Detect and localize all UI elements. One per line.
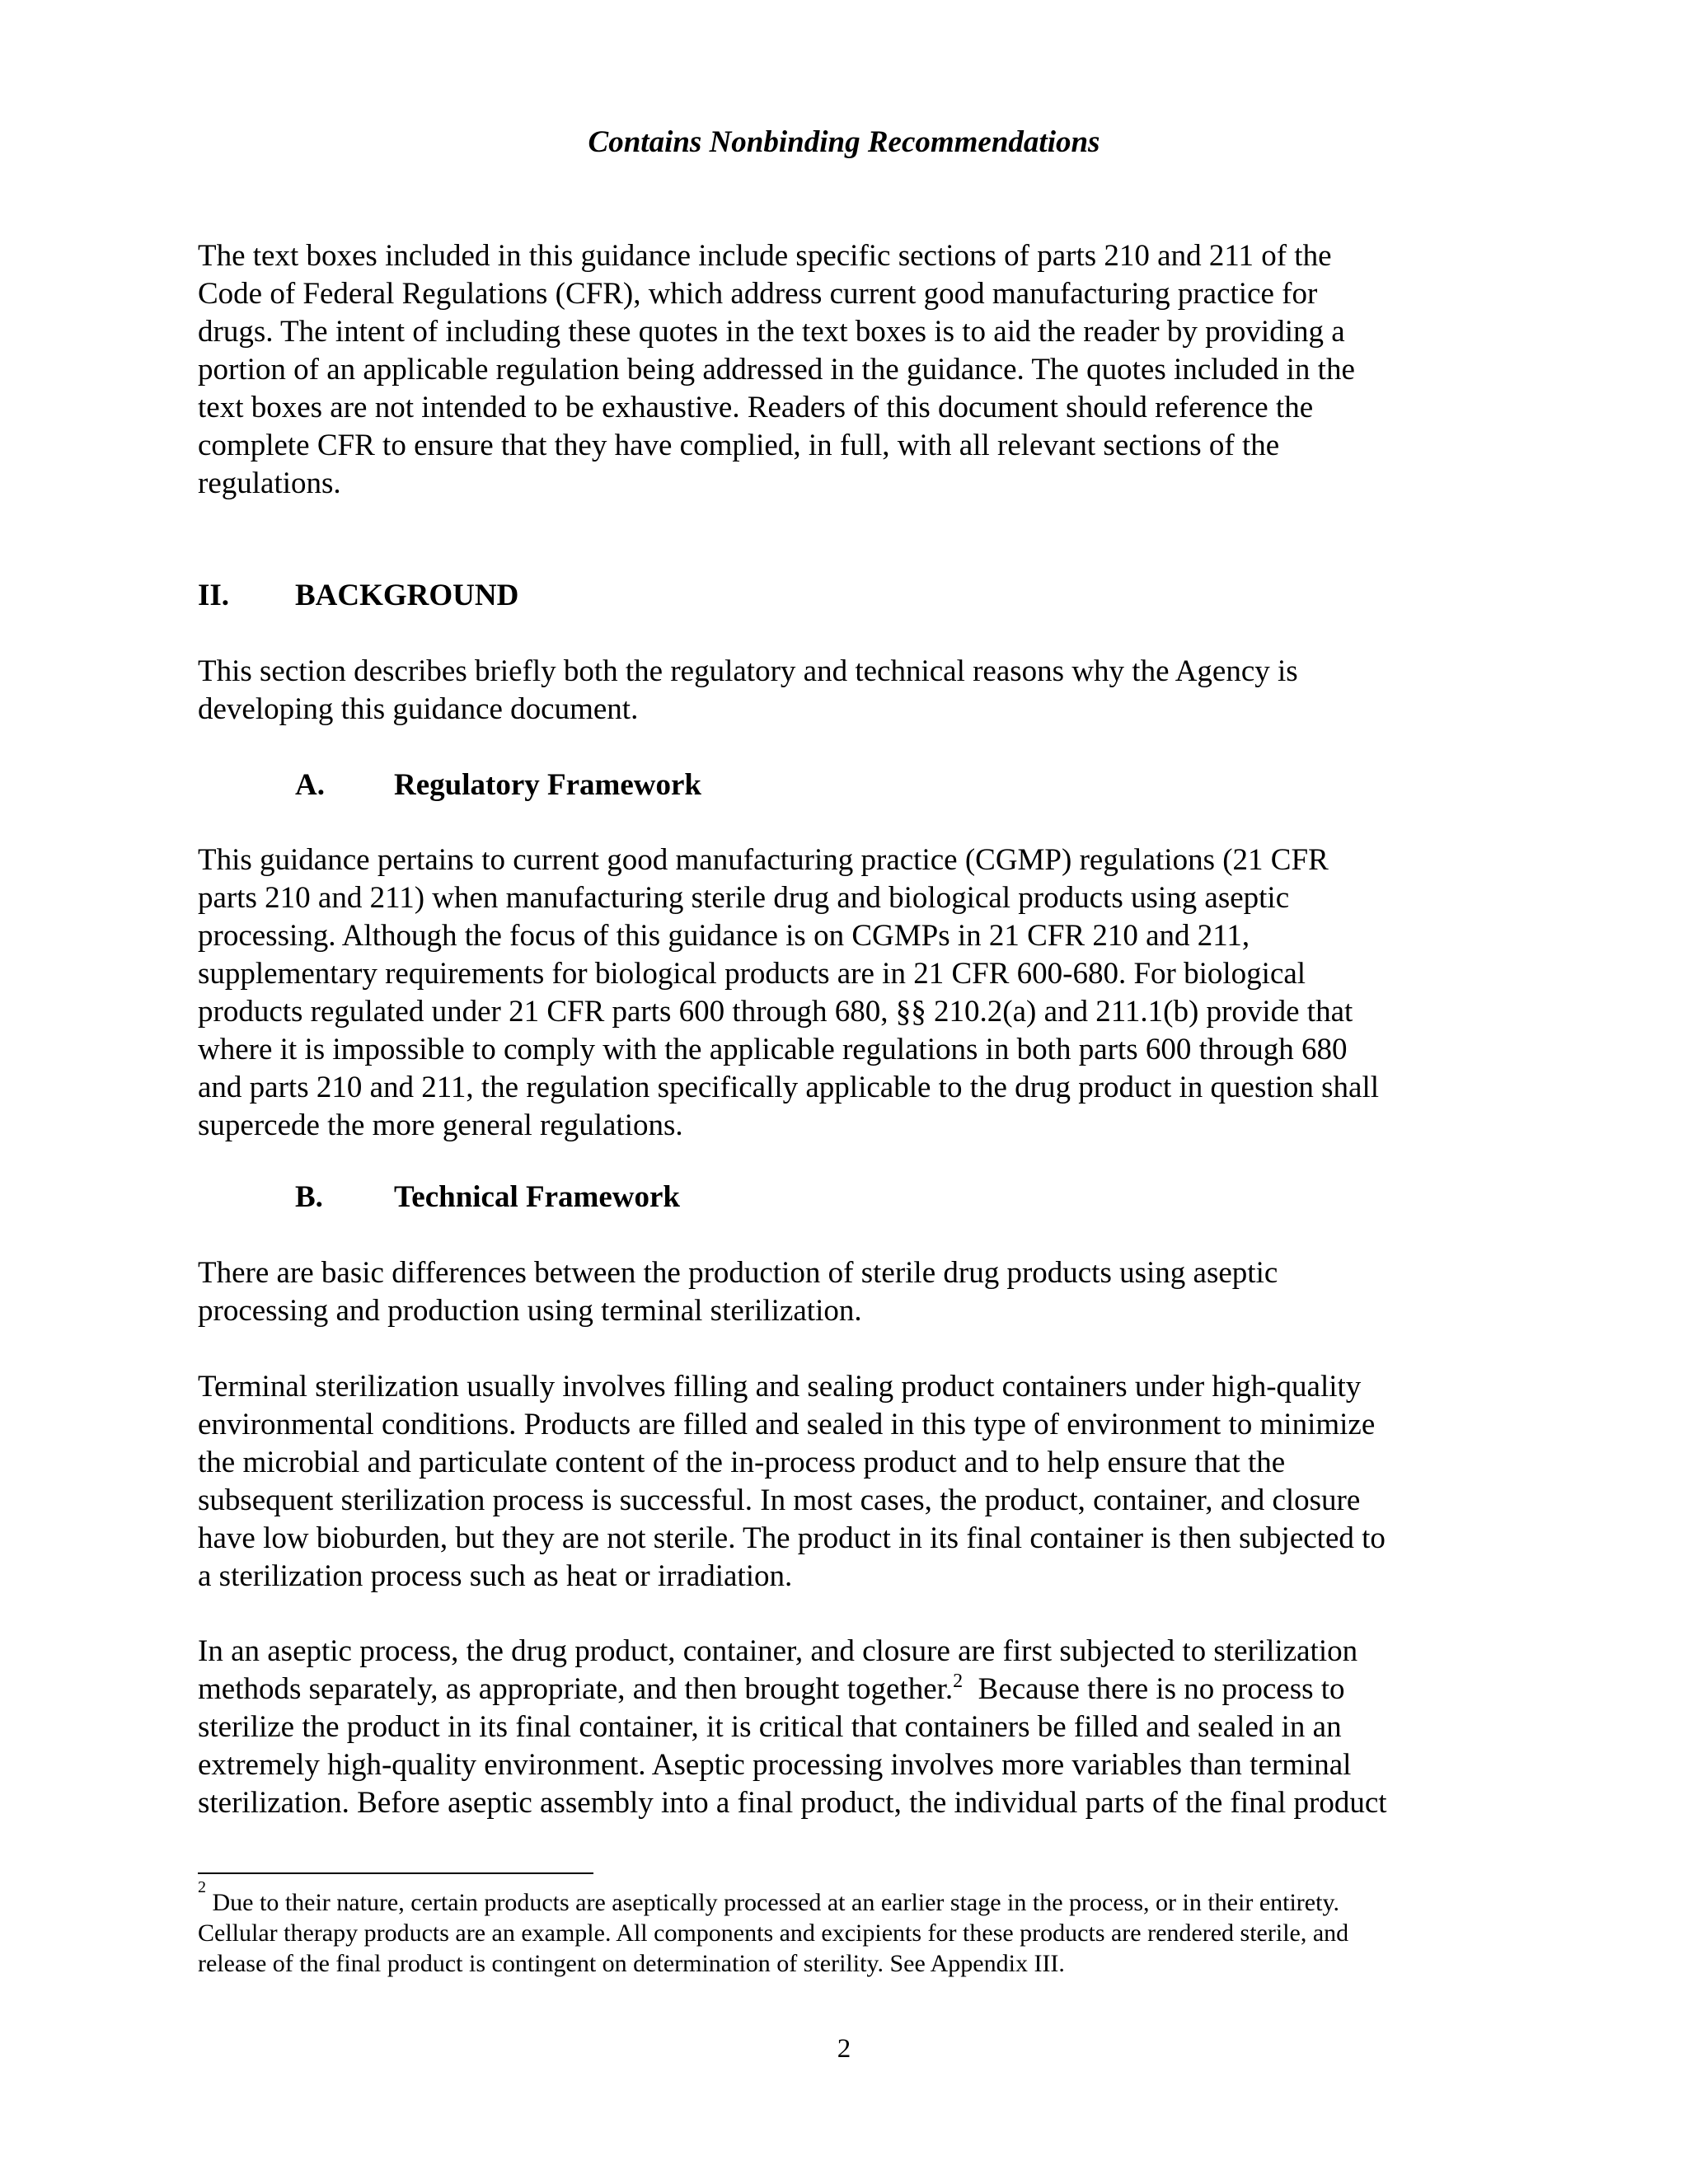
text-line: developing this guidance document.: [198, 692, 639, 726]
text-line: extremely high-quality environment. Aseptic processing involves more variables than terminal: [198, 1748, 1352, 1782]
text-line-with-footnote-ref: [198, 1671, 1500, 1708]
text-line: There are basic differences between the production of sterile drug products using aseptic: [198, 1256, 1278, 1290]
text-line: products regulated under 21 CFR parts 600 through 680, §§ 210.2(a) and 211.1(b) provide that: [198, 995, 1353, 1029]
text-line: text boxes are not intended to be exhaustive. Readers of this document should reference the: [198, 391, 1314, 424]
section-title: BACKGROUND: [295, 579, 519, 612]
text-line: where it is impossible to comply with the applicable regulations in both parts 600 through 680: [198, 1033, 1348, 1066]
background-paragraph: [198, 653, 1500, 729]
text-line: processing. Although the focus of this guidance is on CGMPs in 21 CFR 210 and 211,: [198, 919, 1250, 953]
text-line: This guidance pertains to current good manufacturing practice (CGMP) regulations (21 CFR: [198, 843, 1329, 877]
text-line: regulations.: [198, 466, 341, 500]
footnote-line: [198, 1878, 1517, 1918]
text-line: drugs. The intent of including these quotes in the text boxes is to aid the reader by providing a: [198, 315, 1345, 349]
text-line: complete CFR to ensure that they have complied, in full, with all relevant sections of the: [198, 429, 1280, 462]
text-line: environmental conditions. Products are filled and sealed in this type of environment to minimize: [198, 1408, 1376, 1441]
subsection-title: Technical Framework: [394, 1180, 681, 1214]
footnote: [198, 1878, 1517, 1979]
text-line: processing and production using terminal sterilization.: [198, 1294, 862, 1328]
text-line: parts 210 and 211) when manufacturing sterile drug and biological products using aseptic: [198, 881, 1290, 915]
text-line: have low bioburden, but they are not sterile. The product in its final container is then subjected to: [198, 1521, 1386, 1555]
technical-framework-paragraph-1: [198, 1254, 1500, 1330]
section-number: II.: [198, 579, 230, 612]
subsection-letter: A.: [295, 768, 325, 802]
text-line: supercede the more general regulations.: [198, 1108, 683, 1142]
intro-paragraph: [198, 237, 1500, 503]
page-header: Contains Nonbinding Recommendations: [588, 125, 1100, 159]
text-line: and parts 210 and 211, the regulation specifically applicable to the drug product in question shall: [198, 1071, 1380, 1104]
footnote-reference[interactable]: 2: [953, 1671, 964, 1692]
text-line: sterilize the product in its final container, it is critical that containers be filled and sealed in an: [198, 1710, 1342, 1744]
text-line: Code of Federal Regulations (CFR), which address current good manufacturing practice for: [198, 277, 1318, 311]
footnote-separator: [198, 1872, 593, 1874]
text-line: This section describes briefly both the regulatory and technical reasons why the Agency is: [198, 654, 1298, 688]
text-line: Terminal sterilization usually involves filling and sealing product containers under high-quality: [198, 1370, 1362, 1404]
footnote-text: Due to their nature, certain products are aseptically processed at an earlier stage in the process, or in their entirety.: [206, 1889, 1339, 1916]
regulatory-framework-paragraph: [198, 841, 1500, 1145]
text-segment: methods separately, as appropriate, and then brought together.: [198, 1672, 954, 1706]
technical-framework-paragraph-2: [198, 1368, 1500, 1596]
footnote-line: Cellular therapy products are an example. All components and excipients for these products are rendered sterile, and: [198, 1919, 1349, 1947]
text-line: supplementary requirements for biological products are in 21 CFR 600-680. For biological: [198, 957, 1306, 991]
text-line: a sterilization process such as heat or irradiation.: [198, 1559, 793, 1593]
text-line: the microbial and particulate content of the in-process product and to help ensure that the: [198, 1446, 1286, 1479]
footnote-line: release of the final product is contingent on determination of sterility. See Appendix III.: [198, 1950, 1065, 1977]
text-line: In an aseptic process, the drug product, container, and closure are first subjected to sterilization: [198, 1634, 1358, 1668]
subsection-letter: B.: [295, 1180, 323, 1214]
subsection-title: Regulatory Framework: [394, 768, 701, 802]
footnote-marker: 2: [198, 1878, 206, 1896]
text-line: subsequent sterilization process is successful. In most cases, the product, container, and closure: [198, 1483, 1361, 1517]
text-segment: Because there is no process to: [963, 1672, 1345, 1706]
text-line: sterilization. Before aseptic assembly into a final product, the individual parts of the final product: [198, 1786, 1387, 1820]
technical-framework-paragraph-3: [198, 1633, 1500, 1822]
text-line: The text boxes included in this guidance include specific sections of parts 210 and 211 of the: [198, 239, 1332, 273]
text-line: portion of an applicable regulation being addressed in the guidance. The quotes included in the: [198, 353, 1355, 387]
page-number: 2: [837, 2034, 851, 2064]
